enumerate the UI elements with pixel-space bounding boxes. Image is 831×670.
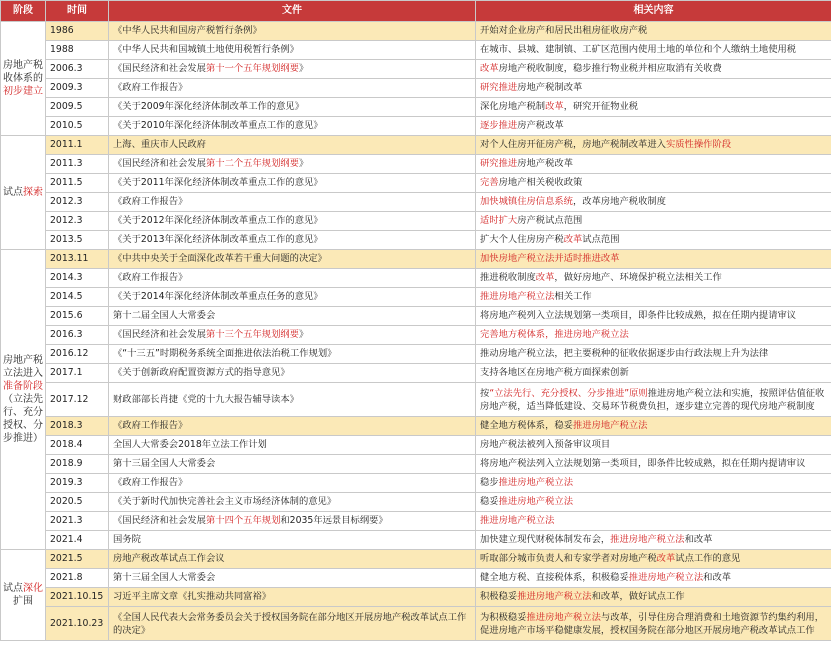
content-cell: 积极稳妥推进房地产税立法和改革，做好试点工作	[476, 588, 831, 607]
table-row	[1, 250, 831, 269]
document-cell: 《国民经济和社会发展第十一个五年规划纲要》	[109, 60, 476, 79]
table-row	[1, 155, 831, 174]
time-cell: 2006.3	[46, 60, 109, 79]
time-cell: 2019.3	[46, 474, 109, 493]
document-cell: 《中华人民共和国房产税暂行条例》	[109, 22, 476, 41]
content-cell: 在城市、县城、建制镇、工矿区范围内使用土地的单位和个人缴纳土地使用税	[476, 41, 831, 60]
time-cell: 2017.12	[46, 383, 109, 417]
time-cell: 2017.1	[46, 364, 109, 383]
table-row	[1, 493, 831, 512]
content-cell: 完善房地产相关税收政策	[476, 174, 831, 193]
document-cell: 《关于新时代加快完善社会主义市场经济体制的意见》	[109, 493, 476, 512]
time-cell: 2021.3	[46, 512, 109, 531]
table-row	[1, 269, 831, 288]
time-cell: 2012.3	[46, 212, 109, 231]
stage-label-line: 授权、分	[3, 420, 43, 431]
content-cell: 健全地方税、直接税体系，积极稳妥推进房地产税立法和改革	[476, 569, 831, 588]
content-cell: 将房地产税列入立法规划第一类项目，即条件比较成熟，拟在任期内提请审议	[476, 307, 831, 326]
stage-label-line: 立法进入	[3, 368, 43, 379]
time-cell: 2021.8	[46, 569, 109, 588]
document-cell: 《政府工作报告》	[109, 79, 476, 98]
table-row	[1, 417, 831, 436]
stage-label-line: 房地产税	[3, 355, 43, 366]
table-row	[1, 231, 831, 250]
document-cell: 《政府工作报告》	[109, 417, 476, 436]
table-row	[1, 569, 831, 588]
document-cell: 第十三届全国人大常委会	[109, 569, 476, 588]
document-cell: 房地产税改革试点工作会议	[109, 550, 476, 569]
document-cell: 全国人大常委会2018年立法工作计划	[109, 436, 476, 455]
stage-label-line: 试点探索	[3, 187, 43, 198]
stage-label-line: 行、充分	[3, 407, 43, 418]
table-row	[1, 174, 831, 193]
table-row	[1, 383, 831, 417]
content-cell: 加快城镇住房信息系统，改革房地产税收制度	[476, 193, 831, 212]
stage-label-line: （立法先	[3, 394, 43, 405]
document-cell: 《中共中央关于全面深化改革若干重大问题的决定》	[109, 250, 476, 269]
time-cell: 2010.5	[46, 117, 109, 136]
content-cell: 扩大个人住房房产税改革试点范围	[476, 231, 831, 250]
header-document: 文件	[109, 1, 476, 22]
table-row	[1, 41, 831, 60]
table-row	[1, 193, 831, 212]
header-time: 时间	[46, 1, 109, 22]
content-cell: 适时扩大房产税试点范围	[476, 212, 831, 231]
table-row	[1, 79, 831, 98]
time-cell: 2018.3	[46, 417, 109, 436]
document-cell: 《关于2012年深化经济体制改革重点工作的意见》	[109, 212, 476, 231]
table-row	[1, 474, 831, 493]
stage-label-line: 试点深化	[3, 583, 43, 594]
document-cell: 《政府工作报告》	[109, 474, 476, 493]
time-cell: 2012.3	[46, 193, 109, 212]
table-row	[1, 288, 831, 307]
time-cell: 2021.10.15	[46, 588, 109, 607]
time-cell: 2021.10.23	[46, 607, 109, 641]
document-cell: 《“十三五”时期税务系统全面推进依法治税工作规划》	[109, 345, 476, 364]
table-row	[1, 307, 831, 326]
time-cell: 2014.3	[46, 269, 109, 288]
time-cell: 2020.5	[46, 493, 109, 512]
content-cell: 为积极稳妥推进房地产税立法与改革，引导住房合理消费和土地资源节约集约利用，促进房地产市场平稳健康发展，授权国务院在部分地区开展房地产税改革试点工作	[476, 607, 831, 641]
time-cell: 2016.3	[46, 326, 109, 345]
time-cell: 2018.9	[46, 455, 109, 474]
content-cell: 研究推进房地产税改革	[476, 155, 831, 174]
document-cell: 《全国人民代表大会常务委员会关于授权国务院在部分地区开展房地产税改革试点工作的决定》	[109, 607, 476, 641]
content-cell: 完善地方税体系，推进房地产税立法	[476, 326, 831, 345]
table-row	[1, 326, 831, 345]
document-cell: 《关于2011年深化经济体制改革重点工作的意见》	[109, 174, 476, 193]
document-cell: 财政部部长肖捷《党的十九大报告辅导读本》	[109, 383, 476, 417]
table-row	[1, 607, 831, 641]
content-cell: 推进房地产税立法相关工作	[476, 288, 831, 307]
table-row	[1, 531, 831, 550]
time-cell: 2011.3	[46, 155, 109, 174]
stage-cell	[1, 22, 46, 136]
table-row	[1, 98, 831, 117]
time-cell: 2018.4	[46, 436, 109, 455]
content-cell: 听取部分城市负责人和专家学者对房地产税改革试点工作的意见	[476, 550, 831, 569]
stage-label-line: 初步建立	[3, 86, 43, 97]
table-row	[1, 22, 831, 41]
time-cell: 2009.3	[46, 79, 109, 98]
document-cell: 《国民经济和社会发展第十四个五年规划和2035年远景目标纲要》	[109, 512, 476, 531]
content-cell: 健全地方税体系，稳妥推进房地产税立法	[476, 417, 831, 436]
table-row	[1, 550, 831, 569]
document-cell: 习近平主席文章《扎实推动共同富裕》	[109, 588, 476, 607]
time-cell: 2013.11	[46, 250, 109, 269]
header-row	[1, 1, 831, 22]
document-cell: 上海、重庆市人民政府	[109, 136, 476, 155]
content-cell: 房地产税法被列入预备审议项目	[476, 436, 831, 455]
table-row	[1, 345, 831, 364]
header-content: 相关内容	[476, 1, 831, 22]
content-cell: 推进房地产税立法	[476, 512, 831, 531]
time-cell: 2016.12	[46, 345, 109, 364]
time-cell: 2014.5	[46, 288, 109, 307]
header-stage: 阶段	[1, 1, 46, 22]
table-row	[1, 512, 831, 531]
table-row	[1, 117, 831, 136]
content-cell: 研究推进房地产税制改革	[476, 79, 831, 98]
content-cell: 稳妥推进房地产税立法	[476, 493, 831, 512]
time-cell: 1988	[46, 41, 109, 60]
document-cell: 第十三届全国人大常委会	[109, 455, 476, 474]
time-cell: 1986	[46, 22, 109, 41]
table-row	[1, 364, 831, 383]
table-row	[1, 212, 831, 231]
time-cell: 2011.1	[46, 136, 109, 155]
content-cell: 改革房地产税收制度，稳步推行物业税并相应取消有关收费	[476, 60, 831, 79]
content-cell: 推动房地产税立法，把主要税种的征收依据逐步由行政法规上升为法律	[476, 345, 831, 364]
document-cell: 《政府工作报告》	[109, 193, 476, 212]
table-row	[1, 60, 831, 79]
stage-label-line: 收体系的	[3, 73, 43, 84]
time-cell: 2011.5	[46, 174, 109, 193]
content-cell: 深化房地产税制改革，研究开征物业税	[476, 98, 831, 117]
stage-label-line: 扩围	[13, 596, 33, 607]
document-cell: 《国民经济和社会发展第十三个五年规划纲要》	[109, 326, 476, 345]
content-cell: 推进税收制度改革，做好房地产、环境保护税立法相关工作	[476, 269, 831, 288]
content-cell: 对个人住房开征房产税，房地产税制改革进入实质性操作阶段	[476, 136, 831, 155]
document-cell: 《关于2013年深化经济体制改革重点工作的意见》	[109, 231, 476, 250]
time-cell: 2021.4	[46, 531, 109, 550]
time-cell: 2015.6	[46, 307, 109, 326]
content-cell: 稳步推进房地产税立法	[476, 474, 831, 493]
table-row	[1, 588, 831, 607]
document-cell: 《关于2010年深化经济体制改革重点工作的意见》	[109, 117, 476, 136]
table-row	[1, 455, 831, 474]
time-cell: 2009.5	[46, 98, 109, 117]
table-row	[1, 136, 831, 155]
content-cell: 将房地产税法列入立法规划第一类项目，即条件比较成熟，拟在任期内提请审议	[476, 455, 831, 474]
document-cell: 《中华人民共和国城镇土地使用税暂行条例》	[109, 41, 476, 60]
content-cell: 加快建立现代财税体制发布会，推进房地产税立法和改革	[476, 531, 831, 550]
stage-cell	[1, 250, 46, 550]
stage-cell	[1, 136, 46, 250]
time-cell: 2013.5	[46, 231, 109, 250]
stage-cell	[1, 550, 46, 641]
content-cell: 开始对企业房产和居民出租房征收房产税	[476, 22, 831, 41]
content-cell: 按“立法先行、充分授权、分步推进”原则推进房地产税立法和实施，按照评估值征收房地产税，适当降低建设、交易环节税费负担，逐步建立完善的现代房地产税制度	[476, 383, 831, 417]
stage-label-line: 步推进）	[3, 433, 43, 444]
time-cell: 2021.5	[46, 550, 109, 569]
document-cell: 《关于2009年深化经济体制改革工作的意见》	[109, 98, 476, 117]
content-cell: 支持各地区在房地产税方面探索创新	[476, 364, 831, 383]
document-cell: 国务院	[109, 531, 476, 550]
document-cell: 《政府工作报告》	[109, 269, 476, 288]
stage-label-line: 准备阶段	[3, 381, 43, 392]
document-cell: 《关于创新政府配置资源方式的指导意见》	[109, 364, 476, 383]
content-cell: 逐步推进房产税改革	[476, 117, 831, 136]
table-row	[1, 436, 831, 455]
stage-label-line: 房地产税	[3, 60, 43, 71]
content-cell: 加快房地产税立法并适时推进改革	[476, 250, 831, 269]
document-cell: 《国民经济和社会发展第十二个五年规划纲要》	[109, 155, 476, 174]
document-cell: 《关于2014年深化经济体制改革重点任务的意见》	[109, 288, 476, 307]
document-cell: 第十二届全国人大常委会	[109, 307, 476, 326]
